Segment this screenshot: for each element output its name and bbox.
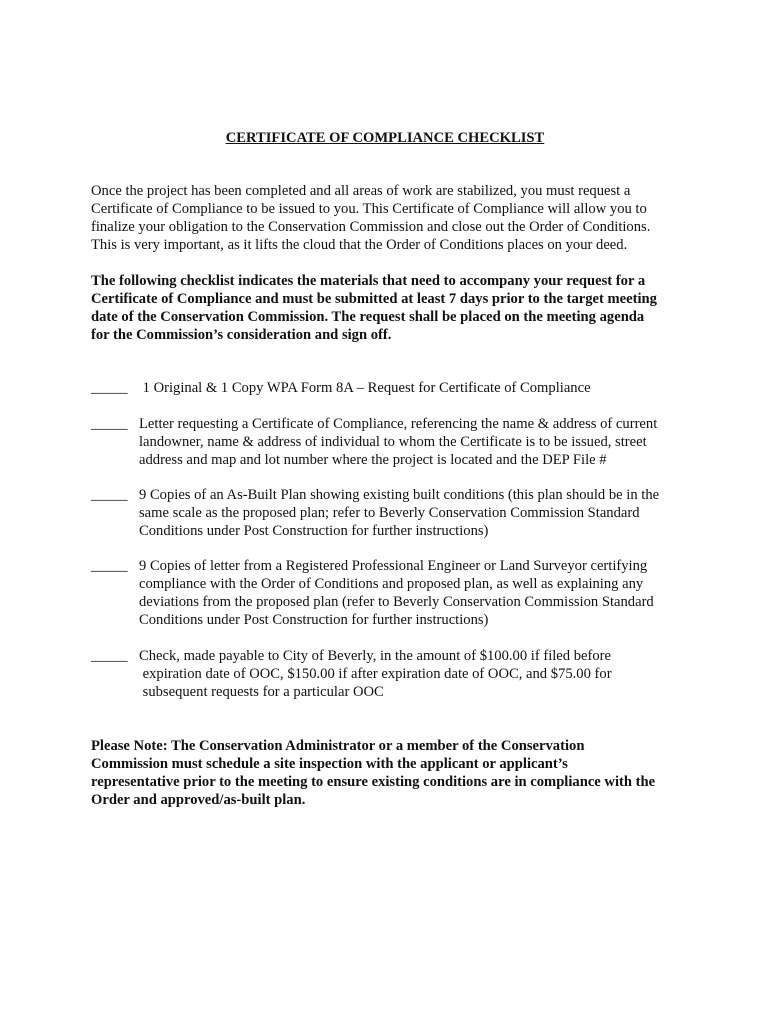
checklist-item-text bbox=[139, 415, 691, 469]
note-line: Order and approved/as-built plan. bbox=[91, 792, 306, 808]
note-line: Commission must schedule a site inspection with the applicant or applicant’s bbox=[91, 756, 568, 772]
checkbox-blank[interactable]: _____ bbox=[91, 558, 128, 574]
checklist-item-text bbox=[139, 557, 691, 629]
item-line: 9 Copies of an As-Built Plan showing existing built conditions (this plan should be in the bbox=[139, 487, 660, 503]
intro-line: This is very important, as it lifts the cloud that the Order of Conditions places on your deed. bbox=[91, 237, 628, 253]
checkbox-blank[interactable]: _____ bbox=[91, 380, 128, 396]
intro-paragraph bbox=[91, 182, 691, 254]
item-line: 1 Original & 1 Copy WPA Form 8A – Request for Certificate of Compliance bbox=[139, 380, 591, 396]
please-note-paragraph bbox=[91, 737, 691, 809]
checklist-item-engineer-letter bbox=[91, 557, 691, 629]
checklist-instructions bbox=[91, 272, 691, 344]
checklist-item-check-payment bbox=[91, 647, 691, 701]
page-title: CERTIFICATE OF COMPLIANCE CHECKLIST bbox=[225, 130, 545, 146]
intro-line: Certificate of Compliance to be issued to you. This Certificate of Compliance will allow you to bbox=[91, 201, 647, 217]
checkbox-blank[interactable]: _____ bbox=[91, 648, 128, 664]
note-line: representative prior to the meeting to ensure existing conditions are in compliance with the bbox=[91, 774, 656, 790]
item-line: 9 Copies of letter from a Registered Professional Engineer or Land Surveyor certifying bbox=[139, 558, 648, 574]
item-line: Conditions under Post Construction for further instructions) bbox=[139, 612, 489, 628]
checklist-item-form-8a bbox=[91, 379, 691, 397]
item-line: landowner, name & address of individual to whom the Certificate is to be issued, street bbox=[139, 434, 647, 450]
instructions-line: for the Commission’s consideration and sign off. bbox=[91, 327, 392, 343]
note-line: Please Note: The Conservation Administrator or a member of the Conservation bbox=[91, 738, 585, 754]
item-line: address and map and lot number where the project is located and the DEP File # bbox=[139, 452, 607, 468]
item-line: deviations from the proposed plan (refer to Beverly Conservation Commission Standard bbox=[139, 594, 654, 610]
checkbox-blank[interactable]: _____ bbox=[91, 487, 128, 503]
checklist-item-text bbox=[139, 486, 691, 540]
item-line: compliance with the Order of Conditions and proposed plan, as well as explaining any bbox=[139, 576, 644, 592]
instructions-line: The following checklist indicates the materials that need to accompany your request for a bbox=[91, 273, 646, 289]
checkbox-blank[interactable]: _____ bbox=[91, 416, 128, 432]
item-line: expiration date of OOC, $150.00 if after expiration date of OOC, and $75.00 for bbox=[139, 666, 612, 682]
item-line: Conditions under Post Construction for further instructions) bbox=[139, 523, 489, 539]
intro-line: Once the project has been completed and all areas of work are stabilized, you must request a bbox=[91, 183, 631, 199]
item-line: Letter requesting a Certificate of Compliance, referencing the name & address of current bbox=[139, 416, 658, 432]
item-line: Check, made payable to City of Beverly, in the amount of $100.00 if filed before bbox=[139, 648, 612, 664]
checklist-item-text bbox=[139, 647, 691, 701]
checklist-item-request-letter bbox=[91, 415, 691, 469]
intro-line: finalize your obligation to the Conservation Commission and close out the Order of Conditions. bbox=[91, 219, 651, 235]
checklist-item-as-built-plan bbox=[91, 486, 691, 540]
instructions-line: date of the Conservation Commission. The request shall be placed on the meeting agenda bbox=[91, 309, 645, 325]
instructions-line: Certificate of Compliance and must be submitted at least 7 days prior to the target meeting bbox=[91, 291, 657, 307]
item-line: same scale as the proposed plan; refer to Beverly Conservation Commission Standard bbox=[139, 505, 640, 521]
item-line: subsequent requests for a particular OOC bbox=[139, 684, 384, 700]
checklist-item-text bbox=[139, 379, 691, 397]
